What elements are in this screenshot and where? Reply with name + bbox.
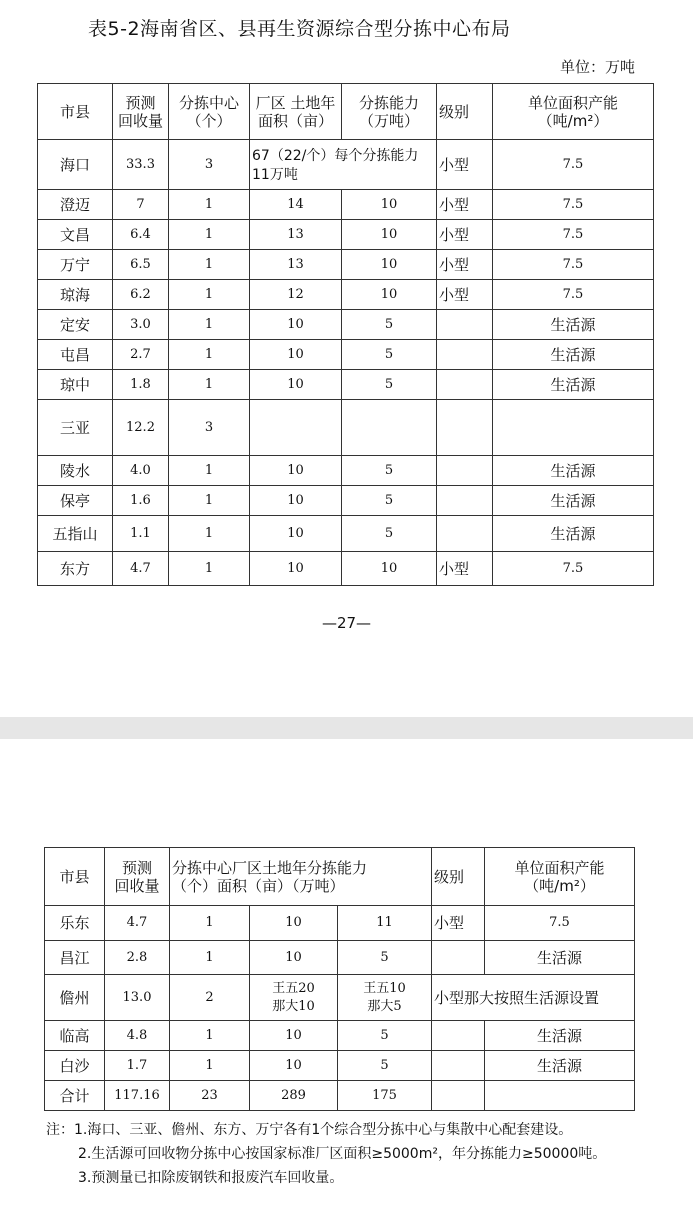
- cell-productivity: 生活源: [493, 516, 654, 552]
- cell-centers: 1: [169, 456, 250, 486]
- header-centers: 分拣中心 （个）: [169, 84, 250, 140]
- cell-productivity: 7.5: [493, 140, 654, 190]
- table-total-row: [45, 1081, 635, 1111]
- cell-productivity: 7.5: [493, 280, 654, 310]
- cell-productivity: 生活源: [485, 941, 635, 975]
- cell-forecast: 4.7: [113, 552, 169, 586]
- table-title: 表5-2海南省区、县再生资源综合型分拣中心布局: [88, 18, 511, 40]
- cell-forecast: 4.0: [113, 456, 169, 486]
- cell-county: 五指山: [38, 516, 113, 552]
- table-row: [38, 456, 654, 486]
- cell-capacity: 5: [338, 1021, 432, 1051]
- cell-centers: 1: [169, 516, 250, 552]
- cell-forecast: 117.16: [105, 1081, 170, 1111]
- cell-centers: 1: [169, 280, 250, 310]
- cell-level: 小型: [437, 552, 493, 586]
- header-productivity: 单位面积产能 （吨/m²）: [485, 848, 635, 906]
- layout-table-part1: [37, 83, 654, 586]
- cell-county: 儋州: [45, 975, 105, 1021]
- cell-area-note: 67（22/个）每个分拣能力 11万吨: [250, 140, 437, 190]
- table-row: [45, 1051, 635, 1081]
- table-row: [38, 280, 654, 310]
- cell-forecast: 33.3: [113, 140, 169, 190]
- table-row: [38, 370, 654, 400]
- cell-level: 小型: [437, 190, 493, 220]
- cell-capacity: 11: [338, 906, 432, 941]
- cell-forecast: 12.2: [113, 400, 169, 456]
- cell-forecast: 6.5: [113, 250, 169, 280]
- cell-centers: 1: [169, 220, 250, 250]
- cell-area: 10: [250, 310, 342, 340]
- cell-capacity: 5: [338, 1051, 432, 1081]
- table-header-row: [38, 84, 654, 140]
- cell-productivity: 7.5: [493, 220, 654, 250]
- note-2: 2.生活源可回收物分拣中心按国家标准厂区面积≥5000m²，年分拣能力≥50000吨。: [78, 1146, 607, 1162]
- cell-productivity: 生活源: [493, 486, 654, 516]
- cell-level: [437, 340, 493, 370]
- unit-label: 单位：万吨: [559, 58, 635, 76]
- cell-forecast: 3.0: [113, 310, 169, 340]
- cell-forecast: 4.8: [105, 1021, 170, 1051]
- cell-capacity: 5: [342, 486, 437, 516]
- cell-area: 289: [250, 1081, 338, 1111]
- note-3: 3.预测量已扣除废钢铁和报废汽车回收量。: [78, 1170, 344, 1186]
- cell-centers: 1: [169, 370, 250, 400]
- cell-area: 王五20 那大10: [250, 975, 338, 1021]
- cell-level: [437, 310, 493, 340]
- cell-area: 10: [250, 370, 342, 400]
- cell-county: 白沙: [45, 1051, 105, 1081]
- cell-centers: 1: [170, 1051, 250, 1081]
- cell-county: 保亭: [38, 486, 113, 516]
- header-forecast: 预测 回收量: [113, 84, 169, 140]
- cell-productivity: [493, 400, 654, 456]
- cell-productivity: 7.5: [493, 552, 654, 586]
- cell-county: 陵水: [38, 456, 113, 486]
- table-row: [38, 400, 654, 456]
- cell-productivity: 7.5: [493, 190, 654, 220]
- cell-capacity: 王五10 那大5: [338, 975, 432, 1021]
- table-row: [45, 906, 635, 941]
- cell-centers: 1: [169, 250, 250, 280]
- cell-productivity: 生活源: [493, 310, 654, 340]
- cell-capacity: 10: [342, 280, 437, 310]
- cell-level: 小型: [432, 906, 485, 941]
- cell-area: 10: [250, 340, 342, 370]
- cell-centers: 3: [169, 140, 250, 190]
- table-row: [45, 941, 635, 975]
- table-notes: [46, 1118, 606, 1190]
- cell-county: 乐东: [45, 906, 105, 941]
- cell-forecast: 6.4: [113, 220, 169, 250]
- table-row: [45, 975, 635, 1021]
- cell-area: 10: [250, 941, 338, 975]
- cell-level: [437, 456, 493, 486]
- cell-county: 文昌: [38, 220, 113, 250]
- cell-level: 小型: [437, 280, 493, 310]
- table-row: [38, 516, 654, 552]
- cell-county: 临高: [45, 1021, 105, 1051]
- header-level: 级别: [437, 84, 493, 140]
- cell-level-note: 小型那大按照生活源设置: [432, 975, 635, 1021]
- cell-productivity: 生活源: [485, 1051, 635, 1081]
- cell-level: [432, 1051, 485, 1081]
- cell-county: 定安: [38, 310, 113, 340]
- cell-centers: 23: [170, 1081, 250, 1111]
- cell-capacity: 10: [342, 250, 437, 280]
- table-row: [38, 140, 654, 190]
- cell-area: 10: [250, 1051, 338, 1081]
- cell-capacity: [342, 400, 437, 456]
- cell-centers: 1: [170, 906, 250, 941]
- cell-forecast: 6.2: [113, 280, 169, 310]
- table-row: [38, 552, 654, 586]
- cell-level: [437, 516, 493, 552]
- cell-capacity: 5: [342, 516, 437, 552]
- cell-county: 琼海: [38, 280, 113, 310]
- cell-area: 13: [250, 250, 342, 280]
- cell-area: [250, 400, 342, 456]
- cell-productivity: 7.5: [485, 906, 635, 941]
- header-capacity: 分拣能力 （万吨）: [342, 84, 437, 140]
- header-productivity: 单位面积产能 （吨/m²）: [493, 84, 654, 140]
- cell-capacity: 10: [342, 220, 437, 250]
- cell-area: 10: [250, 552, 342, 586]
- cell-forecast: 7: [113, 190, 169, 220]
- cell-centers: 1: [169, 552, 250, 586]
- table-row: [38, 250, 654, 280]
- cell-productivity: 生活源: [485, 1021, 635, 1051]
- cell-centers: 1: [169, 190, 250, 220]
- cell-forecast: 13.0: [105, 975, 170, 1021]
- cell-centers: 1: [170, 941, 250, 975]
- cell-county: 合计: [45, 1081, 105, 1111]
- cell-forecast: 2.8: [105, 941, 170, 975]
- cell-area: 13: [250, 220, 342, 250]
- header-merged: 分拣中心厂区土地年分拣能力 （个）面积（亩）（万吨）: [170, 848, 432, 906]
- cell-capacity: 5: [342, 456, 437, 486]
- cell-area: 10: [250, 1021, 338, 1051]
- cell-capacity: 5: [342, 310, 437, 340]
- cell-county: 屯昌: [38, 340, 113, 370]
- cell-area: 10: [250, 906, 338, 941]
- cell-capacity: 10: [342, 552, 437, 586]
- cell-capacity: 175: [338, 1081, 432, 1111]
- cell-level: [437, 486, 493, 516]
- cell-county: 万宁: [38, 250, 113, 280]
- cell-county: 澄迈: [38, 190, 113, 220]
- cell-level: [437, 370, 493, 400]
- cell-centers: 1: [169, 486, 250, 516]
- cell-forecast: 2.7: [113, 340, 169, 370]
- cell-forecast: 4.7: [105, 906, 170, 941]
- table-row: [38, 220, 654, 250]
- header-county: 市县: [38, 84, 113, 140]
- table-header-row: [45, 848, 635, 906]
- cell-forecast: 1.6: [113, 486, 169, 516]
- cell-county: 海口: [38, 140, 113, 190]
- cell-county: 三亚: [38, 400, 113, 456]
- layout-table-part2: [44, 847, 635, 1111]
- cell-forecast: 1.8: [113, 370, 169, 400]
- header-level: 级别: [432, 848, 485, 906]
- cell-forecast: 1.1: [113, 516, 169, 552]
- cell-capacity: 5: [342, 370, 437, 400]
- cell-centers: 2: [170, 975, 250, 1021]
- cell-level: [437, 400, 493, 456]
- cell-area: 10: [250, 486, 342, 516]
- cell-productivity: 7.5: [493, 250, 654, 280]
- cell-centers: 1: [170, 1021, 250, 1051]
- cell-county: 昌江: [45, 941, 105, 975]
- cell-area: 14: [250, 190, 342, 220]
- cell-level: 小型: [437, 140, 493, 190]
- cell-area: 10: [250, 516, 342, 552]
- cell-level: 小型: [437, 220, 493, 250]
- header-county: 市县: [45, 848, 105, 906]
- cell-county: 琼中: [38, 370, 113, 400]
- header-area: 厂区 土地年 面积（亩）: [250, 84, 342, 140]
- header-forecast: 预测 回收量: [105, 848, 170, 906]
- table-row: [38, 486, 654, 516]
- cell-productivity: [485, 1081, 635, 1111]
- table-row: [38, 340, 654, 370]
- note-1: 注：1.海口、三亚、儋州、东方、万宁各有1个综合型分拣中心与集散中心配套建设。: [46, 1122, 573, 1138]
- cell-area: 12: [250, 280, 342, 310]
- table-row: [45, 1021, 635, 1051]
- cell-level: [432, 1081, 485, 1111]
- cell-productivity: 生活源: [493, 456, 654, 486]
- cell-centers: 1: [169, 340, 250, 370]
- table-row: [38, 310, 654, 340]
- cell-level: [432, 1021, 485, 1051]
- cell-capacity: 5: [342, 340, 437, 370]
- table-row: [38, 190, 654, 220]
- page-separator: [0, 717, 693, 739]
- page-number: —27—: [321, 614, 372, 632]
- cell-level: [432, 941, 485, 975]
- cell-forecast: 1.7: [105, 1051, 170, 1081]
- cell-capacity: 5: [338, 941, 432, 975]
- cell-productivity: 生活源: [493, 370, 654, 400]
- cell-centers: 1: [169, 310, 250, 340]
- cell-centers: 3: [169, 400, 250, 456]
- cell-county: 东方: [38, 552, 113, 586]
- cell-capacity: 10: [342, 190, 437, 220]
- cell-productivity: 生活源: [493, 340, 654, 370]
- cell-area: 10: [250, 456, 342, 486]
- cell-level: 小型: [437, 250, 493, 280]
